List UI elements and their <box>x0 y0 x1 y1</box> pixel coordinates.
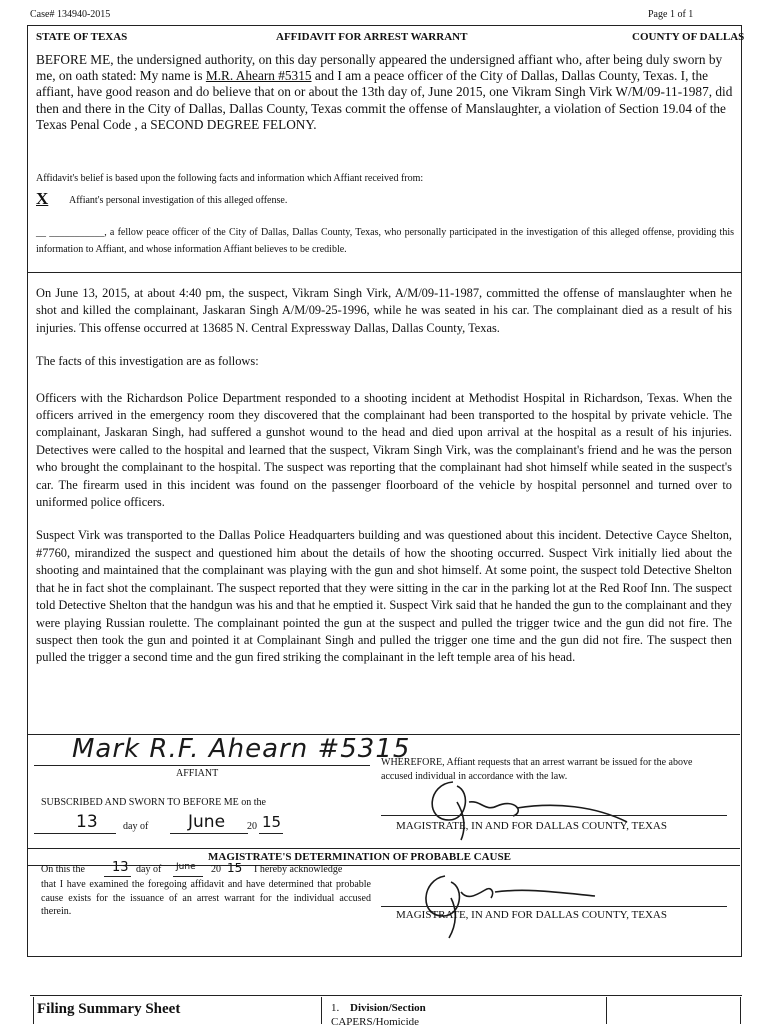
basis-option-personal: Affiant's personal investigation of this alleged offense. <box>69 195 288 206</box>
intro-paragraph <box>36 52 736 133</box>
division-section-value: CAPERS/Homicide <box>331 1016 420 1028</box>
pc-acknowledge: I hereby acknowledge <box>254 864 343 875</box>
pc-month: June <box>176 862 196 872</box>
sworn-text: SUBSCRIBED AND SWORN TO BEFORE ME on the <box>41 797 266 808</box>
state-label: STATE OF TEXAS <box>36 31 128 43</box>
magistrate-signature-line-1 <box>381 815 727 816</box>
county-label: COUNTY OF DALLAS <box>632 31 745 43</box>
investigation-paragraph: Officers with the Richardson Police Department responded to a shooting incident at Methodist Hospital in Richardson, Texas. When the officers arrived in the emergency room they discovered that the complainant had been transported to the hospital by private vehicle. The complainant, Jaskaran Singh, had suffered a gunshot wound to the head and died upon arrival at the hospital as a result of his injuries. Detectives were called to the hospital and learned that the suspect, Vikram Singh Virk, was the complainant's friend and he was the person who brought the complainant to the hospital. The suspect was reporting that the complainant had shot himself while seated in the suspect's car. The firearm used in this incident was found on the passenger floorboard of the vehicle by hospital personnel and turned over to uniformed police officers. <box>36 390 732 510</box>
probable-cause-title: MAGISTRATE'S DETERMINATION OF PROBABLE CAUSE <box>208 851 511 863</box>
sworn-month-line <box>170 833 248 834</box>
sworn-year-line <box>259 833 283 834</box>
pc-day-line <box>104 876 131 877</box>
affiant-label: AFFIANT <box>176 768 219 779</box>
pc-month-line <box>173 876 203 877</box>
affiant-name: M.R. Ahearn #5315 <box>205 68 312 84</box>
wherefore-text: WHEREFORE, Affiant requests that an arrest warrant be issued for the above accused individual in accordance with the law. <box>381 757 693 782</box>
sworn-day: 13 <box>76 812 98 832</box>
magistrate-label-1: MAGISTRATE, IN AND FOR DALLAS COUNTY, TEXAS <box>396 820 667 832</box>
pc-day: 13 <box>112 860 129 875</box>
affiant-signature: Mark R.F. Ahearn #5315 <box>72 734 411 764</box>
officer-name-blank: __ ___________ <box>36 227 105 238</box>
intro-text-1: BEFORE ME, the undersigned authority, on this day personally appeared the undersigned affiant who, after being duly sworn by me, on oath stated: My name is <box>36 52 723 84</box>
pc-determination-text: that I have examined the foregoing affidavit and have determined that probable cause exists for the issuance of an arrest warrant for the individual accused therein. <box>41 879 371 917</box>
facts-heading: The facts of this investigation are as follows: <box>36 354 259 369</box>
sworn-year-prefix: 20 <box>247 821 257 832</box>
pc-year: 15 <box>227 861 243 875</box>
pc-on-this: On this the <box>41 864 85 875</box>
interview-paragraph: Suspect Virk was transported to the Dallas Police Headquarters building and was questioned about this incident. Detective Cayce Shelton, #7760, mirandized the suspect and questioned him about the details of how the shooting occurred. Suspect Virk initially lied about the shooting and maintained that the complainant was playing with the gun and shot himself. At some point, the suspect told Detective Shelton that he in fact shot the complainant. The suspect reported that they were sitting in the car in the parking lot at the Red Roof Inn. The suspect told Detective Shelton that the handgun was his and that he emptied it. Suspect Virk said that he handed the gun to the complainant and they were playing Russian roulette. The complainant pointed the gun at the suspect and pulled the trigger twice and the gun did not fire. The suspect then took the gun and pointed it at Complainant Singh and pulled the trigger one time and the gun did not fire. The suspect then pulled the trigger a second time and the gun fired striking the complainant in the left temple area of his head. <box>36 528 732 665</box>
checkbox-mark: X <box>36 189 49 208</box>
facts-section <box>36 285 732 683</box>
footer-left-border <box>33 997 34 1024</box>
footer-top-line <box>30 995 742 996</box>
sworn-month: June <box>188 812 226 832</box>
page-number: Page 1 of 1 <box>648 9 694 20</box>
affiant-signature-line <box>34 765 370 766</box>
footer-right-border-2 <box>740 997 741 1024</box>
pc-day-of: day of <box>136 864 162 875</box>
magistrate-label-2: MAGISTRATE, IN AND FOR DALLAS COUNTY, TEXAS <box>396 909 667 921</box>
filing-summary-title: Filing Summary Sheet <box>37 1001 181 1017</box>
sworn-day-line <box>34 833 116 834</box>
offense-summary: On June 13, 2015, at about 4:40 pm, the suspect, Vikram Singh Virk, A/M/09-11-1987, committed the offense of manslaughter when he shot and killed the complainant, Jaskaran Singh A/M/09-25-1996, while he was seated in his car. The complainant died as a result of his injuries. This offense occurred at 13685 N. Central Expressway Dallas, Dallas County, Texas. <box>36 286 732 335</box>
intro-text-2: and I am a peace officer of the City of Dallas, Dallas County, Texas. I, the affiant, have good reason and do believe that on or about the 13th day of, June 2015, one Vikram Singh Virk W/M/09-11-1987, did then and there in the City of Dallas, Dallas County, Texas commit the offense of Manslaughter, a violation of Section 19.04 of the Texas Penal Code , a SECOND DEGREE FELONY. <box>36 68 733 132</box>
pc-year-prefix: 20 <box>211 864 221 875</box>
basis-label: Affidavit's belief is based upon the following facts and information which Affiant received from: <box>36 173 424 184</box>
case-number: Case# 134940-2015 <box>30 9 111 20</box>
sworn-day-of: day of <box>123 821 149 832</box>
basis-option-text: , a fellow peace officer of the City of Dallas, Dallas County, Texas, who personally participated in the investigation of this alleged offense, providing this information to Affiant, and whose information Affiant believes to be credible. <box>36 227 734 255</box>
footer-mid-border <box>321 997 322 1024</box>
probable-cause-top-line <box>27 848 740 849</box>
footer-item-number: 1. <box>331 1002 340 1014</box>
sworn-year: 15 <box>262 813 282 831</box>
document-title: AFFIDAVIT FOR ARREST WARRANT <box>276 31 468 43</box>
magistrate-signature-line-2 <box>381 906 727 907</box>
basis-option-officer <box>36 224 734 258</box>
magistrate-signature-2 <box>405 866 605 940</box>
footer-right-border-1 <box>606 997 607 1024</box>
probable-cause-title-line <box>27 865 740 866</box>
division-section-label: Division/Section <box>350 1002 426 1014</box>
